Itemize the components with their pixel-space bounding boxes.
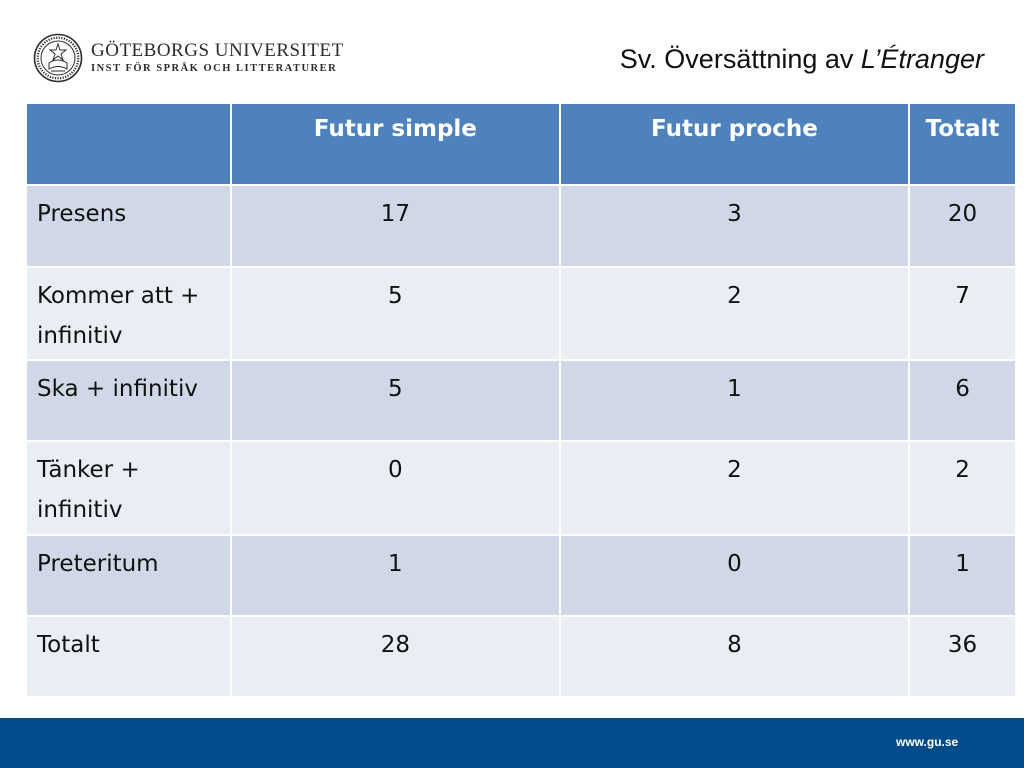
table-row [26,185,1016,267]
slide-title-work: L’Étranger [860,44,984,74]
table-header-row [26,103,1016,185]
university-seal-icon [33,33,83,83]
table-row [26,535,1016,616]
cell-futur-simple: 17 [231,185,560,267]
cell-totalt: 20 [909,185,1016,267]
cell-totalt: 36 [909,616,1016,697]
cell-futur-proche: 3 [560,185,909,267]
table-row [26,441,1016,535]
cell-futur-simple: 28 [231,616,560,697]
table-row [26,267,1016,360]
row-label: Tänker + infinitiv [26,441,231,535]
university-logo [33,33,344,83]
cell-totalt: 6 [909,360,1016,441]
logo-name: GÖTEBORGS UNIVERSITET [91,40,344,61]
cell-futur-proche: 1 [560,360,909,441]
slide-title [620,44,984,75]
logo-department: INST FÖR SPRÅK OCH LITTERATURER [91,63,338,74]
row-label: Kommer att + infinitiv [26,267,231,360]
slide-title-prefix: Sv. Översättning av [619,44,861,74]
cell-futur-simple: 0 [231,441,560,535]
cell-totalt: 2 [909,441,1016,535]
cell-futur-simple: 5 [231,360,560,441]
cell-futur-proche: 8 [560,616,909,697]
table-row [26,616,1016,697]
column-header-futur-proche: Futur proche [560,103,909,185]
column-header-totalt: Totalt [909,103,1016,185]
cell-futur-simple: 1 [231,535,560,616]
cell-futur-proche: 0 [560,535,909,616]
footer-url-link[interactable]: www.gu.se [896,735,959,749]
cell-futur-proche: 2 [560,441,909,535]
row-label: Presens [26,185,231,267]
row-label: Preteritum [26,535,231,616]
row-label: Ska + infinitiv [26,360,231,441]
cell-futur-simple: 5 [231,267,560,360]
row-label: Totalt [26,616,231,697]
table-row [26,360,1016,441]
footer-bar [0,718,1024,768]
translation-table [25,102,1017,698]
column-header-empty [26,103,231,185]
cell-totalt: 1 [909,535,1016,616]
column-header-futur-simple: Futur simple [231,103,560,185]
cell-futur-proche: 2 [560,267,909,360]
cell-totalt: 7 [909,267,1016,360]
